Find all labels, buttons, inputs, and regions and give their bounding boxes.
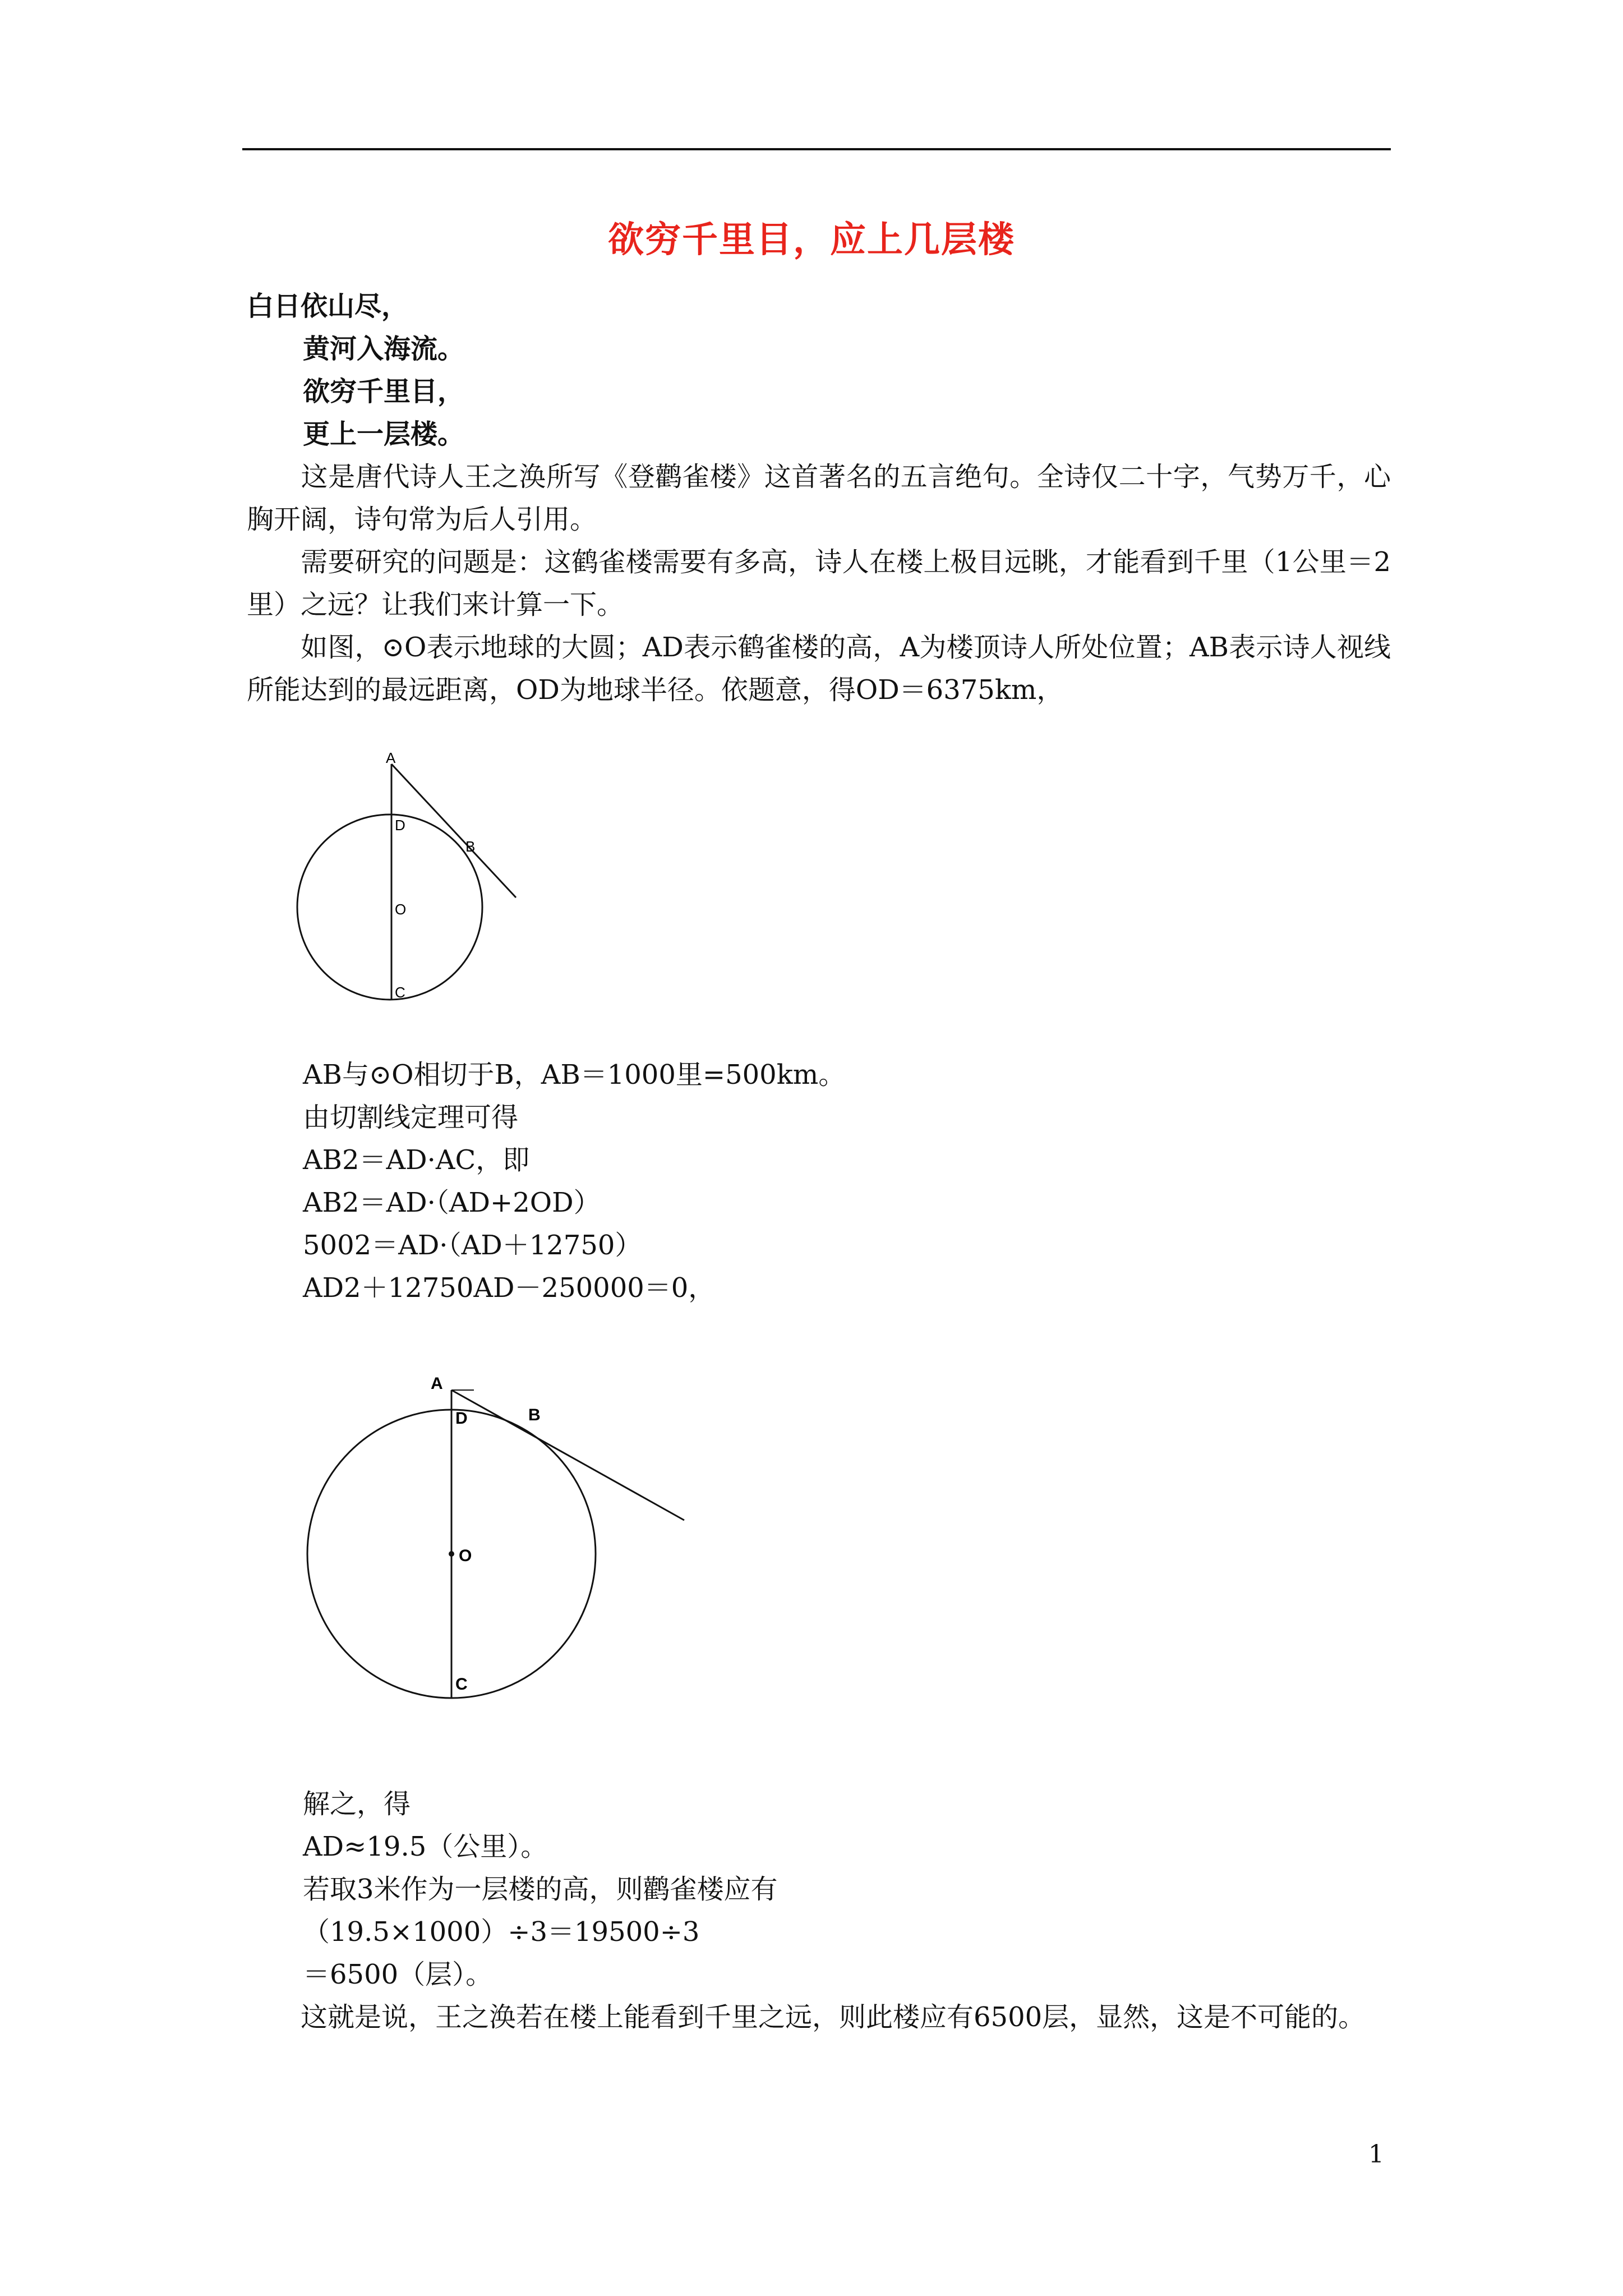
paragraph-setup — [247, 626, 1391, 711]
tangent-line — [451, 1390, 684, 1520]
label-b: B — [528, 1406, 541, 1424]
solution-line-1: 解之，得 — [303, 1788, 411, 1820]
label-c: C — [455, 1675, 468, 1694]
paragraph-conclusion — [247, 1996, 1391, 2039]
equation-line-6: AD2＋12750AD－250000＝0， — [303, 1272, 716, 1304]
label-a: A — [431, 1374, 443, 1393]
earth-circle — [297, 815, 482, 1000]
solution-line-3: 若取3米作为一层楼的高，则鹳雀楼应有 — [303, 1874, 778, 1905]
poem-line-3: 欲穷千里目， — [303, 376, 465, 407]
paragraph-question-text: 需要研究的问题是：这鹤雀楼需要有多高，诗人在楼上极目远眺，才能看到千里（1公里＝2里）之远？让我们来计算一下。 — [247, 546, 1391, 620]
poem-line-4: 更上一层楼。 — [303, 418, 465, 450]
geometry-figure-2 — [303, 1369, 695, 1711]
solution-line-4: （19.5×1000）÷3＝19500÷3 — [303, 1916, 700, 1948]
equation-line-3: AB2＝AD·AC，即 — [303, 1144, 530, 1176]
equation-line-4: AB2＝AD·（AD+2OD） — [303, 1187, 601, 1218]
paragraph-intro — [247, 455, 1391, 541]
geometry-figure-1 — [280, 749, 533, 1010]
solution-line-5: ＝6500（层）。 — [303, 1959, 493, 1990]
poem-line-1: 白日依山尽， — [247, 291, 409, 322]
label-b: B — [465, 838, 476, 855]
label-d: D — [455, 1409, 468, 1428]
label-o: O — [459, 1547, 472, 1565]
solution-line-2: AD≈19.5（公里）。 — [303, 1831, 548, 1862]
label-o: O — [395, 901, 407, 918]
page-title: 欲穷千里目，应上几层楼 — [608, 219, 1015, 261]
equation-line-5: 5002＝AD·（AD＋12750） — [303, 1230, 642, 1261]
center-point — [449, 1551, 454, 1557]
label-a: A — [386, 749, 396, 766]
label-d: D — [395, 817, 405, 834]
paragraph-question — [247, 541, 1391, 626]
poem-line-2: 黄河入海流。 — [303, 333, 465, 365]
page-number: 1 — [1368, 2140, 1384, 2169]
header-rule — [242, 148, 1391, 150]
label-c: C — [395, 984, 405, 1001]
equation-line-1: AB与⊙O相切于B，AB＝1000里=500km。 — [303, 1059, 846, 1091]
paragraph-setup-text: 如图，⊙O表示地球的大圆；AD表示鹤雀楼的高，A为楼顶诗人所处位置；AB表示诗人视线所能达到的最远距离，OD为地球半径。依题意，得OD＝6375km， — [247, 632, 1391, 706]
paragraph-conclusion-text: 这就是说，王之涣若在楼上能看到千里之远，则此楼应有6500层，显然，这是不可能的。 — [301, 2001, 1366, 2033]
tangent-line — [391, 764, 516, 898]
paragraph-intro-text: 这是唐代诗人王之涣所写《登鹳雀楼》这首著名的五言绝句。全诗仅二十字，气势万千，心胸开阔，诗句常为后人引用。 — [247, 461, 1391, 535]
equation-line-2: 由切割线定理可得 — [303, 1102, 519, 1133]
